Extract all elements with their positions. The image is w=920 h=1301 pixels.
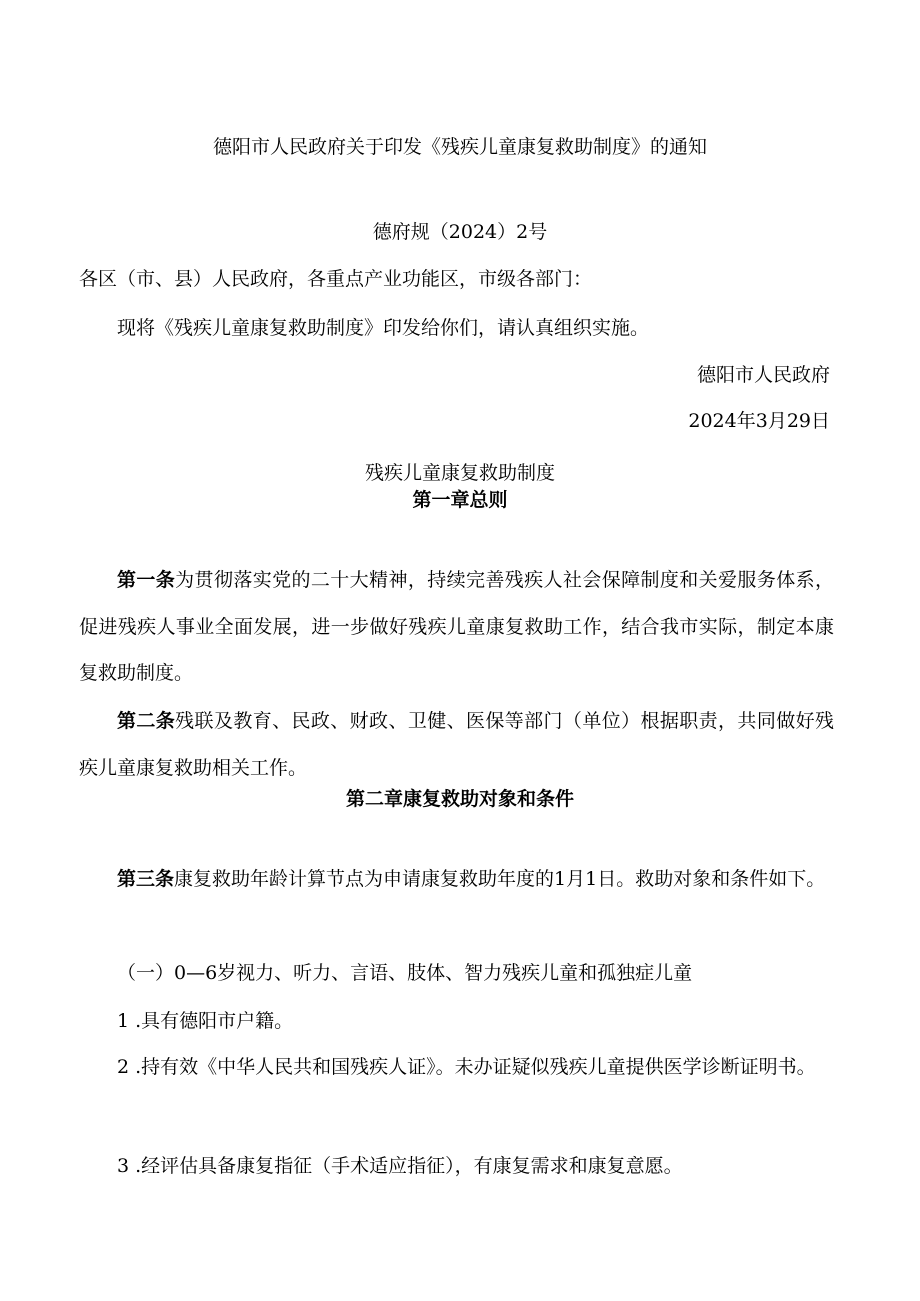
article-1 [79, 557, 834, 697]
chapter-2-heading: 第二章康复救助对象和条件 [345, 788, 574, 810]
regulation-title: 残疾儿童康复救助制度 [364, 462, 555, 484]
article-2-text: 残联及教育、民政、财政、卫健、医保等部门（单位）根据职责，共同做好残疾儿童康复救助相关工作。 [79, 710, 834, 779]
issue-date: 2024年3月29日 [688, 410, 830, 432]
article-3 [79, 856, 834, 903]
list-item: 3 .经评估具备康复指征（手术适应指征），有康复需求和康复意愿。 [117, 1155, 683, 1177]
notice-title: 德阳市人民政府关于印发《残疾儿童康复救助制度》的通知 [212, 136, 707, 158]
article-3-label: 第三条 [117, 868, 175, 890]
article-1-label: 第一条 [117, 569, 176, 591]
list-item: 2 .持有效《中华人民共和国残疾人证》。未办证疑似残疾儿童提供医学诊断证明书。 [117, 1056, 816, 1078]
article-2-label: 第二条 [117, 710, 176, 732]
section-1-heading: （一）0—6岁视力、听力、言语、肢体、智力残疾儿童和孤独症儿童 [117, 962, 693, 984]
article-3-text: 康复救助年龄计算节点为申请康复救助年度的1月1日。救助对象和条件如下。 [174, 868, 826, 890]
notice-body: 现将《残疾儿童康复救助制度》印发给你们，请认真组织实施。 [117, 317, 650, 339]
document-number: 德府规（2024）2号 [372, 221, 548, 243]
article-2 [79, 698, 834, 791]
addressee: 各区（市、县）人民政府，各重点产业功能区，市级各部门： [79, 268, 593, 290]
list-item: 1 .具有德阳市户籍。 [117, 1010, 294, 1032]
article-1-text: 为贯彻落实党的二十大精神，持续完善残疾人社会保障制度和关爱服务体系，促进残疾人事业全面发展，进一步做好残疾儿童康复救助工作，结合我市实际，制定本康复救助制度。 [79, 569, 834, 684]
issuer: 德阳市人民政府 [696, 364, 830, 386]
chapter-1-heading: 第一章总则 [412, 489, 508, 511]
